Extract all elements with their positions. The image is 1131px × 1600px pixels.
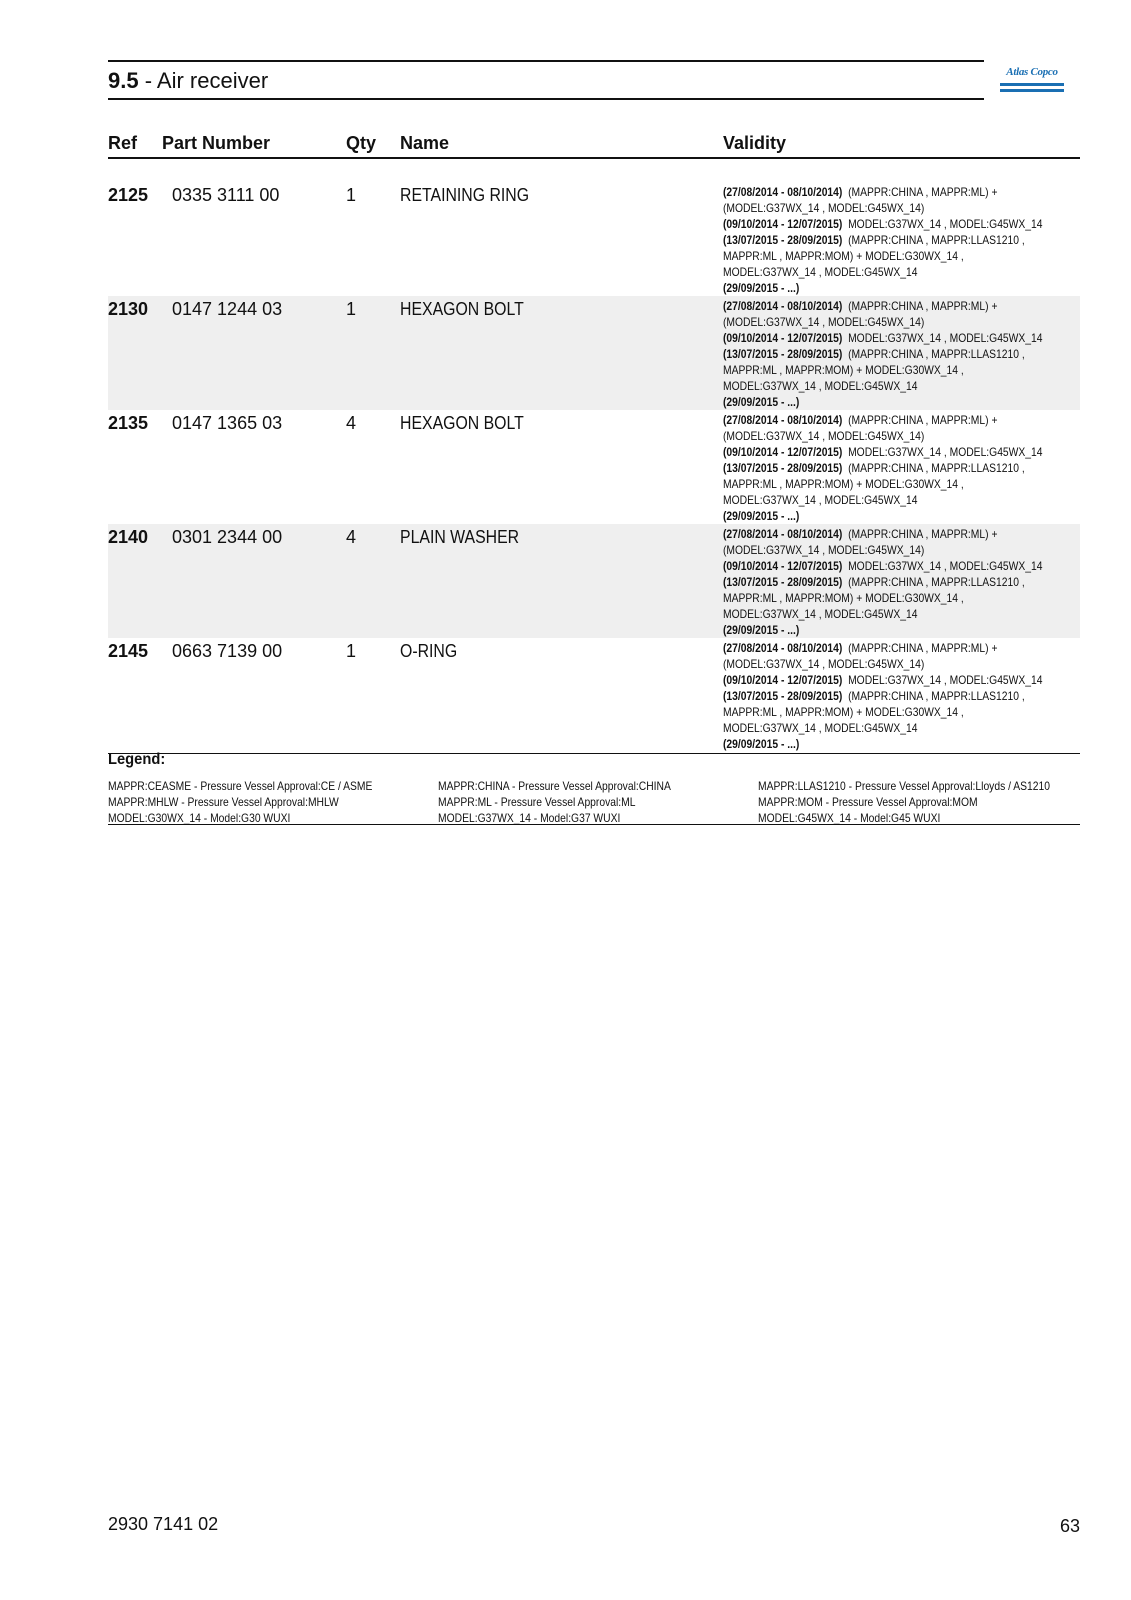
cell-ref: 2125 [108,185,149,205]
table-row [108,638,1080,752]
logo-wordmark: Atlas Copco [1006,66,1058,78]
validity-condition: MODEL:G37WX_14 , MODEL:G45WX_14 [723,265,918,279]
validity-period: (29/09/2015 - ...) [723,395,800,409]
validity-line [723,688,1067,704]
col-ref: Ref [108,133,138,153]
legend-column-3 [758,778,1098,826]
validity-period: (09/10/2014 - 12/07/2015) [723,559,843,573]
validity-condition: (MAPPR:CHINA , MAPPR:ML) + [842,299,998,313]
cell-ref: 2130 [108,299,149,319]
cell-qty: 1 [346,185,357,205]
table-row [108,524,1080,638]
logo-bar-bottom [1000,89,1064,92]
validity-line [723,574,1067,590]
validity-condition: MODEL:G37WX_14 , MODEL:G45WX_14 [842,217,1043,231]
legend-item: MAPPR:CEASME - Pressure Vessel Approval:CE / ASME [108,779,373,793]
cell-validity [723,640,1067,752]
legend-item: MODEL:G45WX_14 - Model:G45 WUXI [758,811,941,825]
validity-condition: MAPPR:ML , MAPPR:MOM) + MODEL:G30WX_14 , [723,477,964,491]
validity-line [723,216,1067,232]
page-number: 63 [1060,1516,1081,1536]
legend [108,753,1080,825]
col-name: Name [400,133,450,153]
validity-condition: (MAPPR:CHINA , MAPPR:LLAS1210 , [842,347,1025,361]
validity-line [723,378,1067,394]
legend-item: MAPPR:CHINA - Pressure Vessel Approval:CHINA [438,779,671,793]
validity-condition: (MAPPR:CHINA , MAPPR:LLAS1210 , [842,233,1025,247]
validity-condition: (MAPPR:CHINA , MAPPR:ML) + [842,185,998,199]
table-row [108,410,1080,524]
validity-line [723,280,1067,296]
validity-line [723,672,1067,688]
validity-period: (27/08/2014 - 08/10/2014) [723,299,843,313]
validity-condition: MAPPR:ML , MAPPR:MOM) + MODEL:G30WX_14 , [723,249,964,263]
validity-line [723,460,1067,476]
cell-validity [723,184,1067,296]
cell-part-number: 0147 1365 03 [172,413,283,433]
validity-condition: MAPPR:ML , MAPPR:MOM) + MODEL:G30WX_14 , [723,363,964,377]
cell-name: O-RING [400,641,458,661]
validity-condition: MODEL:G37WX_14 , MODEL:G45WX_14 [723,607,918,621]
validity-line [723,362,1067,378]
validity-condition: (MODEL:G37WX_14 , MODEL:G45WX_14) [723,315,925,329]
cell-validity [723,412,1067,524]
validity-line [723,184,1067,200]
validity-line [723,394,1067,410]
table-header [108,133,1080,159]
validity-period: (29/09/2015 - ...) [723,281,800,295]
validity-period: (27/08/2014 - 08/10/2014) [723,641,843,655]
validity-period: (27/08/2014 - 08/10/2014) [723,527,843,541]
validity-line [723,590,1067,606]
validity-condition: MAPPR:ML , MAPPR:MOM) + MODEL:G30WX_14 , [723,705,964,719]
validity-period: (13/07/2015 - 28/09/2015) [723,575,843,589]
validity-condition: (MAPPR:CHINA , MAPPR:ML) + [842,413,998,427]
validity-period: (13/07/2015 - 28/09/2015) [723,347,843,361]
validity-line [723,248,1067,264]
parts-table [108,182,1080,752]
validity-condition: MODEL:G37WX_14 , MODEL:G45WX_14 [723,721,918,735]
col-part-number: Part Number [162,133,271,153]
validity-condition: (MAPPR:CHINA , MAPPR:LLAS1210 , [842,689,1025,703]
validity-line [723,412,1067,428]
cell-name: HEXAGON BOLT [400,299,524,319]
validity-line [723,200,1067,216]
legend-column-2 [438,778,709,826]
table-row [108,296,1080,410]
validity-period: (29/09/2015 - ...) [723,623,800,637]
validity-line [723,526,1067,542]
legend-item: MAPPR:LLAS1210 - Pressure Vessel Approval:Lloyds / AS1210 [758,779,1050,793]
validity-condition: MODEL:G37WX_14 , MODEL:G45WX_14 [723,379,918,393]
validity-line [723,736,1067,752]
validity-condition: (MODEL:G37WX_14 , MODEL:G45WX_14) [723,657,925,671]
validity-period: (09/10/2014 - 12/07/2015) [723,673,843,687]
legend-column-1 [108,778,415,826]
validity-line [723,492,1067,508]
validity-period: (29/09/2015 - ...) [723,509,800,523]
validity-line [723,330,1067,346]
logo-bar-top [1000,83,1064,86]
legend-item: MAPPR:MHLW - Pressure Vessel Approval:MHLW [108,795,339,809]
validity-line [723,622,1067,638]
legend-title: Legend: [108,751,166,768]
validity-line [723,640,1067,656]
cell-ref: 2145 [108,641,149,661]
validity-condition: (MODEL:G37WX_14 , MODEL:G45WX_14) [723,201,925,215]
validity-condition: (MAPPR:CHINA , MAPPR:LLAS1210 , [842,575,1025,589]
table-row [108,182,1080,296]
validity-line [723,704,1067,720]
legend-item: MODEL:G30WX_14 - Model:G30 WUXI [108,811,291,825]
cell-qty: 1 [346,641,357,661]
validity-period: (09/10/2014 - 12/07/2015) [723,331,843,345]
validity-line [723,264,1067,280]
cell-name: RETAINING RING [400,185,530,205]
validity-line [723,720,1067,736]
validity-period: (13/07/2015 - 28/09/2015) [723,233,843,247]
validity-condition: MODEL:G37WX_14 , MODEL:G45WX_14 [723,493,918,507]
validity-line [723,606,1067,622]
legend-item: MODEL:G37WX_14 - Model:G37 WUXI [438,811,621,825]
validity-condition: MODEL:G37WX_14 , MODEL:G45WX_14 [842,673,1043,687]
cell-part-number: 0147 1244 03 [172,299,283,319]
validity-line [723,444,1067,460]
validity-line [723,298,1067,314]
validity-line [723,314,1067,330]
validity-condition: (MODEL:G37WX_14 , MODEL:G45WX_14) [723,429,925,443]
validity-condition: (MAPPR:CHINA , MAPPR:ML) + [842,527,998,541]
col-qty: Qty [346,133,377,153]
validity-condition: MODEL:G37WX_14 , MODEL:G45WX_14 [842,559,1043,573]
cell-qty: 4 [346,413,357,433]
validity-condition: MODEL:G37WX_14 , MODEL:G45WX_14 [842,331,1043,345]
validity-period: (13/07/2015 - 28/09/2015) [723,461,843,475]
validity-line [723,508,1067,524]
validity-line [723,346,1067,362]
validity-condition: (MAPPR:CHINA , MAPPR:ML) + [842,641,998,655]
page-title [108,68,268,94]
validity-line [723,542,1067,558]
validity-line [723,476,1067,492]
cell-qty: 1 [346,299,357,319]
section-header [108,60,984,100]
legend-item: MAPPR:ML - Pressure Vessel Approval:ML [438,795,636,809]
cell-part-number: 0301 2344 00 [172,527,283,547]
validity-period: (13/07/2015 - 28/09/2015) [723,689,843,703]
validity-condition: MODEL:G37WX_14 , MODEL:G45WX_14 [842,445,1043,459]
validity-condition: (MAPPR:CHINA , MAPPR:LLAS1210 , [842,461,1025,475]
col-validity: Validity [723,133,787,153]
cell-validity [723,298,1067,410]
document-number: 2930 7141 02 [108,1514,219,1534]
cell-validity [723,526,1067,638]
cell-ref: 2135 [108,413,149,433]
validity-condition: (MODEL:G37WX_14 , MODEL:G45WX_14) [723,543,925,557]
brand-logo [1000,62,1064,96]
cell-name: PLAIN WASHER [400,527,520,547]
section-title: - Air receiver [138,68,269,93]
cell-part-number: 0663 7139 00 [172,641,283,661]
section-number: 9.5 [108,68,139,93]
validity-period: (29/09/2015 - ...) [723,737,800,751]
validity-period: (09/10/2014 - 12/07/2015) [723,445,843,459]
validity-line [723,656,1067,672]
cell-part-number: 0335 3111 00 [172,185,280,205]
cell-ref: 2140 [108,527,149,547]
validity-line [723,428,1067,444]
validity-period: (09/10/2014 - 12/07/2015) [723,217,843,231]
validity-condition: MAPPR:ML , MAPPR:MOM) + MODEL:G30WX_14 , [723,591,964,605]
validity-line [723,232,1067,248]
validity-period: (27/08/2014 - 08/10/2014) [723,185,843,199]
cell-qty: 4 [346,527,357,547]
validity-period: (27/08/2014 - 08/10/2014) [723,413,843,427]
cell-name: HEXAGON BOLT [400,413,524,433]
legend-item: MAPPR:MOM - Pressure Vessel Approval:MOM [758,795,978,809]
validity-line [723,558,1067,574]
